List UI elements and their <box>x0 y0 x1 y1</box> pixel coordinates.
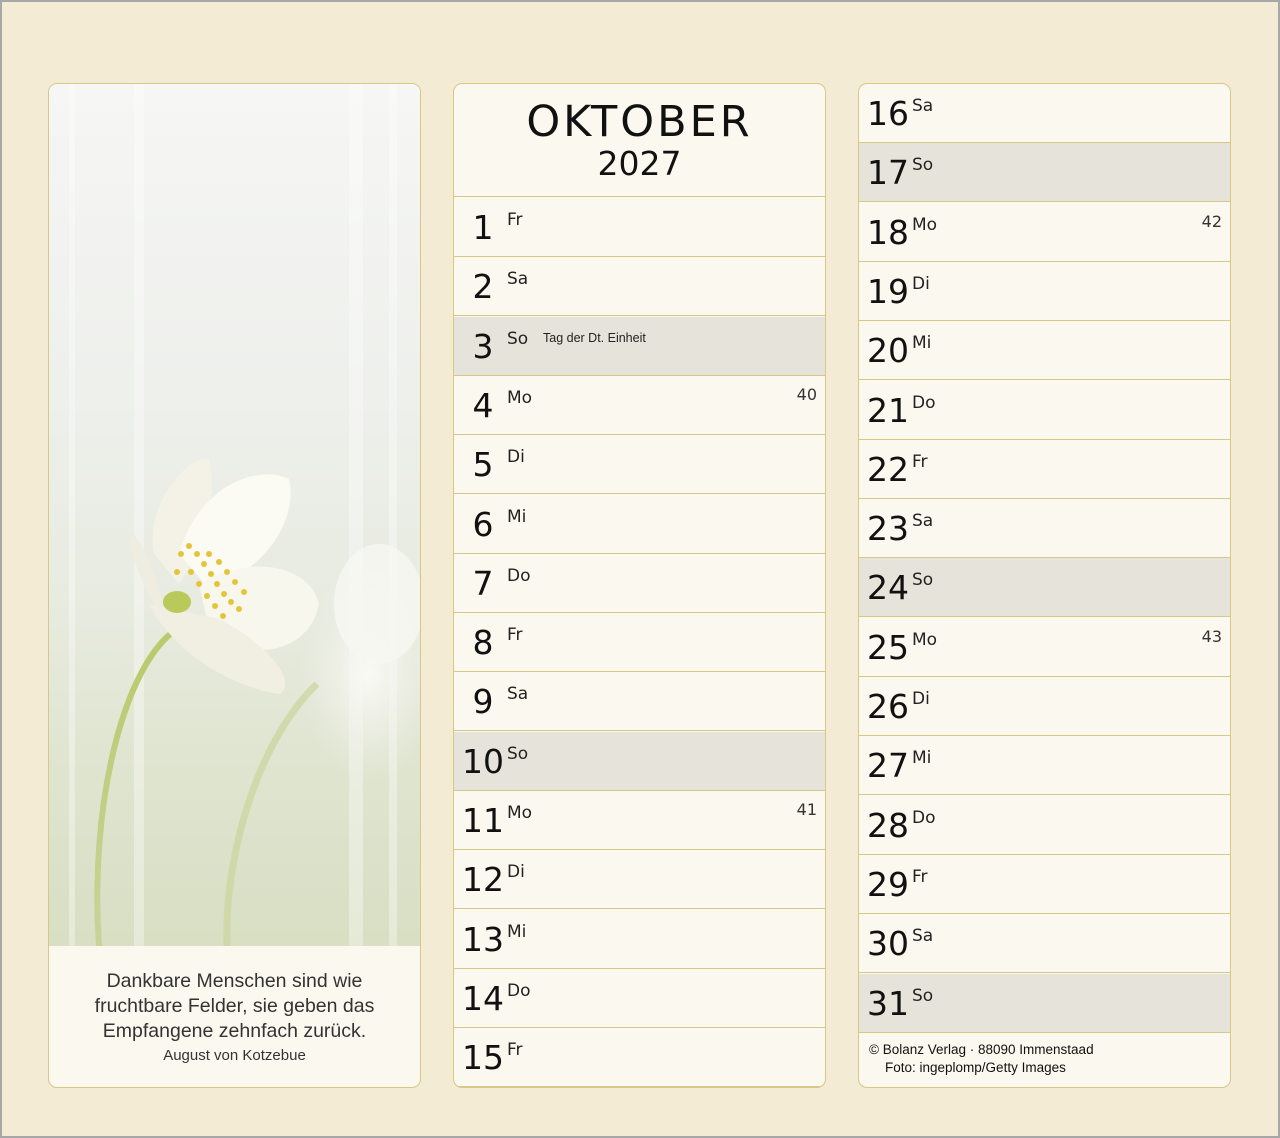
weekday: Mo <box>507 803 533 823</box>
weekday: Do <box>912 392 936 413</box>
day-number: 5 <box>472 445 494 485</box>
day-number: 9 <box>472 682 494 722</box>
day-row <box>454 1028 825 1087</box>
weekday: Mo <box>912 214 938 235</box>
weekday: Fr <box>507 1040 523 1061</box>
weekday: Do <box>912 807 936 828</box>
weekday: Fr <box>507 210 523 230</box>
weekday: So <box>912 985 934 1006</box>
weekday: So <box>912 570 934 591</box>
day-number: 31 <box>867 983 909 1023</box>
weekday: So <box>507 743 529 764</box>
month-header <box>454 84 825 197</box>
day-row <box>454 969 825 1028</box>
day-number: 24 <box>867 568 909 608</box>
day-row <box>859 203 1230 262</box>
quote-line: Dankbare Menschen sind wie <box>106 970 363 992</box>
week-number: 40 <box>796 384 817 404</box>
day-row <box>859 736 1230 795</box>
week-number: 43 <box>1201 626 1222 646</box>
day-number: 17 <box>867 153 909 193</box>
day-row <box>454 376 825 435</box>
month-name: OKTOBER <box>526 97 753 147</box>
day-row <box>454 910 825 969</box>
weekday: Sa <box>507 269 529 290</box>
day-number: 6 <box>472 504 494 544</box>
day-row <box>454 435 825 494</box>
flower-photo <box>49 84 420 946</box>
credits <box>869 1041 1094 1077</box>
day-row <box>859 381 1230 440</box>
day-number: 1 <box>472 208 494 247</box>
day-row <box>454 850 825 909</box>
day-number: 22 <box>867 449 909 489</box>
day-row <box>454 495 825 554</box>
day-row <box>859 558 1230 617</box>
day-row <box>859 914 1230 973</box>
day-row <box>454 613 825 672</box>
days-column-2 <box>858 83 1231 1088</box>
day-row <box>859 499 1230 558</box>
day-number: 3 <box>472 326 494 366</box>
weekday: Sa <box>912 96 934 116</box>
publisher-credit: © Bolanz Verlag · 88090 Immenstaad <box>869 1042 1094 1057</box>
day-row <box>859 796 1230 855</box>
day-number: 21 <box>867 390 909 430</box>
weekday: Fr <box>912 451 928 472</box>
quote-line: Empfangene zehnfach zurück. <box>102 1020 367 1042</box>
weekday: Mo <box>507 387 533 408</box>
weekday: Di <box>912 273 930 294</box>
day-number: 27 <box>867 746 909 786</box>
day-row <box>859 440 1230 499</box>
day-number: 16 <box>867 94 909 133</box>
day-row <box>454 198 825 257</box>
day-row <box>859 321 1230 380</box>
quote-author: August von Kotzebue <box>163 1047 306 1064</box>
day-row <box>454 732 825 791</box>
day-number: 19 <box>867 271 909 311</box>
weekday: Di <box>507 862 525 883</box>
day-number: 4 <box>472 385 494 425</box>
day-number: 13 <box>462 919 504 959</box>
weekday: So <box>507 328 529 349</box>
day-number: 10 <box>462 741 504 781</box>
day-number: 28 <box>867 805 909 845</box>
weekday: Fr <box>912 866 928 887</box>
day-number: 14 <box>462 978 504 1018</box>
weekday: Mi <box>507 921 527 942</box>
month-year: 2027 <box>597 144 682 183</box>
weekday: Mi <box>912 748 932 769</box>
day-row <box>859 262 1230 321</box>
weekday: Sa <box>912 926 934 947</box>
day-number: 8 <box>472 623 494 663</box>
day-number: 25 <box>867 627 909 667</box>
weekday: Fr <box>507 625 523 646</box>
weekday: Sa <box>507 684 529 705</box>
days-column-1 <box>453 83 826 1088</box>
quote-line: fruchtbare Felder, sie geben das <box>94 995 375 1017</box>
weekday: Do <box>507 565 531 586</box>
day-number: 20 <box>867 331 909 371</box>
day-row <box>859 143 1230 202</box>
weekday: Mo <box>912 629 938 650</box>
day-number: 2 <box>472 267 494 307</box>
holiday-label: Tag der Dt. Einheit <box>543 330 646 345</box>
weekday: Mi <box>912 333 932 354</box>
day-row <box>454 672 825 731</box>
photo-credit: Foto: ingeplomp/Getty Images <box>885 1060 1066 1075</box>
day-number: 12 <box>462 860 504 900</box>
day-number: 23 <box>867 509 909 549</box>
weekday: Do <box>507 980 531 1001</box>
day-row <box>859 855 1230 914</box>
weekday: Di <box>912 689 930 709</box>
day-row <box>859 84 1230 143</box>
week-number: 41 <box>796 800 817 819</box>
day-row <box>859 677 1230 736</box>
day-number: 11 <box>462 801 504 840</box>
day-row <box>454 257 825 316</box>
day-row <box>454 554 825 613</box>
day-row <box>859 974 1230 1033</box>
day-row <box>454 791 825 850</box>
week-number: 42 <box>1201 211 1222 231</box>
day-row <box>859 618 1230 677</box>
photo-panel <box>48 83 421 1088</box>
day-number: 29 <box>867 864 909 904</box>
day-number: 30 <box>867 924 909 964</box>
quote-block <box>49 946 420 1087</box>
weekday: Di <box>507 447 525 468</box>
weekday: Sa <box>912 511 934 532</box>
weekday: Mi <box>507 506 527 527</box>
day-row <box>454 317 825 376</box>
day-number: 15 <box>462 1038 504 1078</box>
weekday: So <box>912 155 934 176</box>
day-number: 7 <box>472 563 494 603</box>
day-number: 18 <box>867 212 909 252</box>
day-number: 26 <box>867 687 909 726</box>
